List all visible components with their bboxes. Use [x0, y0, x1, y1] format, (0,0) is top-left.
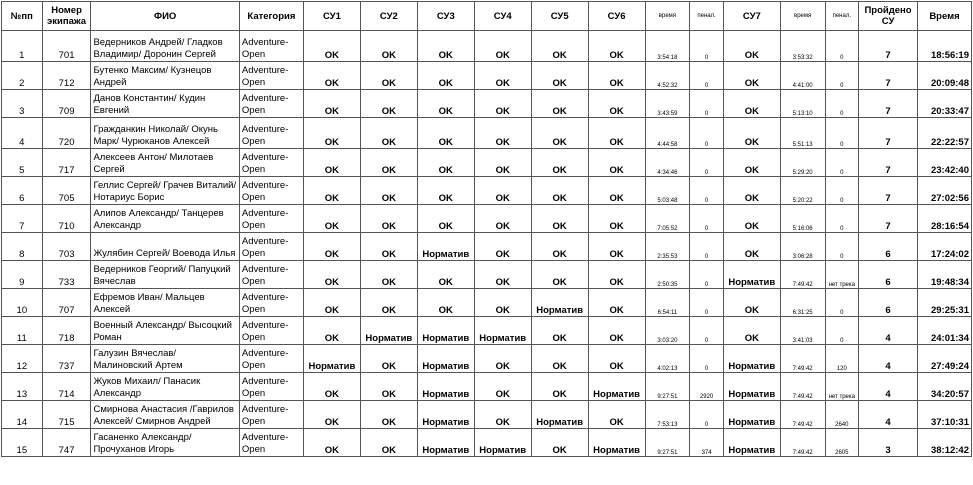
header-su2: СУ2 — [360, 2, 417, 31]
passed-count: 4 — [859, 401, 918, 429]
time-1: 4:34:46 — [645, 149, 690, 177]
su3-status: Норматив — [417, 345, 474, 373]
su6-status: Норматив — [588, 429, 645, 457]
row-number: 14 — [2, 401, 43, 429]
table-row — [2, 90, 972, 118]
crew-names: Гражданкин Николай/ Окунь Марк/ Чурюканов Алексей — [91, 118, 239, 149]
su3-status: Норматив — [417, 429, 474, 457]
total-time: 27:02:56 — [918, 177, 972, 205]
su1-status: OK — [303, 149, 360, 177]
passed-count: 4 — [859, 373, 918, 401]
passed-count: 7 — [859, 118, 918, 149]
su4-status: OK — [474, 261, 531, 289]
category: Adventure-Open — [239, 373, 303, 401]
header-fio: ФИО — [91, 2, 239, 31]
su6-status: Норматив — [588, 373, 645, 401]
penalty-1: 0 — [690, 62, 724, 90]
header-row — [2, 2, 972, 31]
su5-status: OK — [531, 233, 588, 261]
su4-status: OK — [474, 177, 531, 205]
su2-status: Норматив — [360, 317, 417, 345]
table-row — [2, 31, 972, 62]
time-1: 5:03:48 — [645, 177, 690, 205]
category: Adventure-Open — [239, 317, 303, 345]
passed-count: 6 — [859, 233, 918, 261]
time-1: 4:02:13 — [645, 345, 690, 373]
total-time: 20:09:48 — [918, 62, 972, 90]
su4-status: OK — [474, 373, 531, 401]
su3-status: OK — [417, 261, 474, 289]
time-2: 5:29:20 — [780, 149, 825, 177]
time-2: 5:13:10 — [780, 90, 825, 118]
penalty-2: 0 — [825, 317, 859, 345]
time-2: 7:49:42 — [780, 345, 825, 373]
results-table — [1, 1, 972, 457]
penalty-1: 0 — [690, 118, 724, 149]
penalty-2: 0 — [825, 233, 859, 261]
su2-status: OK — [360, 429, 417, 457]
crew-number: 720 — [42, 118, 91, 149]
table-row — [2, 429, 972, 457]
crew-names: Бутенко Максим/ Кузнецов Андрей — [91, 62, 239, 90]
table-row — [2, 401, 972, 429]
time-2: 6:31:25 — [780, 289, 825, 317]
header-time-1: время — [645, 2, 690, 31]
su5-status: OK — [531, 317, 588, 345]
su1-status: OK — [303, 401, 360, 429]
su1-status: OK — [303, 31, 360, 62]
su7-status: OK — [723, 289, 780, 317]
time-2: 3:53:32 — [780, 31, 825, 62]
su4-status: OK — [474, 401, 531, 429]
su4-status: OK — [474, 90, 531, 118]
penalty-1: 0 — [690, 317, 724, 345]
penalty-2: 0 — [825, 205, 859, 233]
crew-names: Алексеев Антон/ Милотаев Сергей — [91, 149, 239, 177]
penalty-2: 0 — [825, 62, 859, 90]
su2-status: OK — [360, 31, 417, 62]
su7-status: OK — [723, 90, 780, 118]
crew-number: 737 — [42, 345, 91, 373]
su4-status: OK — [474, 205, 531, 233]
su7-status: Норматив — [723, 429, 780, 457]
total-time: 23:42:40 — [918, 149, 972, 177]
su2-status: OK — [360, 289, 417, 317]
su7-status: Норматив — [723, 373, 780, 401]
su7-status: OK — [723, 233, 780, 261]
penalty-2: 0 — [825, 118, 859, 149]
penalty-1: 0 — [690, 233, 724, 261]
table-row — [2, 345, 972, 373]
crew-names: Геллис Сергей/ Грачев Виталий/ Нотариус Борис — [91, 177, 239, 205]
total-time: 17:24:02 — [918, 233, 972, 261]
time-2: 3:41:03 — [780, 317, 825, 345]
row-number: 2 — [2, 62, 43, 90]
su7-status: Норматив — [723, 345, 780, 373]
su2-status: OK — [360, 90, 417, 118]
su2-status: OK — [360, 233, 417, 261]
time-2: 5:20:22 — [780, 177, 825, 205]
su1-status: OK — [303, 205, 360, 233]
su5-status: OK — [531, 62, 588, 90]
penalty-1: 0 — [690, 345, 724, 373]
total-time: 38:12:42 — [918, 429, 972, 457]
su6-status: OK — [588, 205, 645, 233]
total-time: 18:56:19 — [918, 31, 972, 62]
su6-status: OK — [588, 31, 645, 62]
table-row — [2, 118, 972, 149]
su1-status: Норматив — [303, 345, 360, 373]
crew-names: Смирнова Анастасия /Гаврилов Алексей/ Смирнов Андрей — [91, 401, 239, 429]
category: Adventure-Open — [239, 62, 303, 90]
penalty-1: 0 — [690, 289, 724, 317]
total-time: 28:16:54 — [918, 205, 972, 233]
su1-status: OK — [303, 317, 360, 345]
su3-status: OK — [417, 90, 474, 118]
su5-status: OK — [531, 345, 588, 373]
penalty-1: 0 — [690, 261, 724, 289]
crew-number: 707 — [42, 289, 91, 317]
header-su5: СУ5 — [531, 2, 588, 31]
passed-count: 6 — [859, 261, 918, 289]
header-su6: СУ6 — [588, 2, 645, 31]
su2-status: OK — [360, 205, 417, 233]
row-number: 11 — [2, 317, 43, 345]
su7-status: OK — [723, 205, 780, 233]
passed-count: 7 — [859, 90, 918, 118]
category: Adventure-Open — [239, 205, 303, 233]
header-category: Категория — [239, 2, 303, 31]
table-row — [2, 373, 972, 401]
time-1: 2:50:35 — [645, 261, 690, 289]
su1-status: OK — [303, 62, 360, 90]
penalty-2: нет трека — [825, 373, 859, 401]
passed-count: 4 — [859, 345, 918, 373]
header-su7: СУ7 — [723, 2, 780, 31]
category: Adventure-Open — [239, 233, 303, 261]
row-number: 4 — [2, 118, 43, 149]
penalty-2: 0 — [825, 31, 859, 62]
su1-status: OK — [303, 90, 360, 118]
su6-status: OK — [588, 345, 645, 373]
su7-status: OK — [723, 177, 780, 205]
row-number: 5 — [2, 149, 43, 177]
time-2: 7:49:42 — [780, 429, 825, 457]
penalty-1: 374 — [690, 429, 724, 457]
header-npp: №пп — [2, 2, 43, 31]
time-1: 3:54:18 — [645, 31, 690, 62]
total-time: 34:20:57 — [918, 373, 972, 401]
header-passed: Пройдено СУ — [859, 2, 918, 31]
time-1: 7:53:13 — [645, 401, 690, 429]
time-2: 4:41:00 — [780, 62, 825, 90]
penalty-1: 0 — [690, 205, 724, 233]
su7-status: OK — [723, 149, 780, 177]
header-penalty-2: пенал. — [825, 2, 859, 31]
su6-status: OK — [588, 317, 645, 345]
table-row — [2, 149, 972, 177]
su7-status: Норматив — [723, 401, 780, 429]
crew-number: 718 — [42, 317, 91, 345]
su7-status: OK — [723, 118, 780, 149]
passed-count: 7 — [859, 62, 918, 90]
su5-status: OK — [531, 149, 588, 177]
su5-status: OK — [531, 205, 588, 233]
crew-names: Данов Константин/ Кудин Евгений — [91, 90, 239, 118]
su5-status: Норматив — [531, 289, 588, 317]
time-2: 5:51:13 — [780, 118, 825, 149]
su3-status: OK — [417, 62, 474, 90]
header-su4: СУ4 — [474, 2, 531, 31]
header-penalty-1: пенал. — [690, 2, 724, 31]
penalty-2: 0 — [825, 289, 859, 317]
row-number: 6 — [2, 177, 43, 205]
table-row — [2, 317, 972, 345]
su3-status: Норматив — [417, 233, 474, 261]
time-1: 4:52:32 — [645, 62, 690, 90]
penalty-2: нет трека — [825, 261, 859, 289]
time-2: 7:49:42 — [780, 401, 825, 429]
su2-status: OK — [360, 373, 417, 401]
time-2: 3:06:28 — [780, 233, 825, 261]
time-1: 3:03:20 — [645, 317, 690, 345]
su5-status: OK — [531, 177, 588, 205]
row-number: 7 — [2, 205, 43, 233]
passed-count: 7 — [859, 31, 918, 62]
su7-status: OK — [723, 62, 780, 90]
su2-status: OK — [360, 149, 417, 177]
category: Adventure-Open — [239, 401, 303, 429]
su4-status: OK — [474, 118, 531, 149]
penalty-1: 0 — [690, 149, 724, 177]
su3-status: Норматив — [417, 373, 474, 401]
time-1: 9:27:51 — [645, 429, 690, 457]
crew-names: Жуков Михаил/ Панасик Александр — [91, 373, 239, 401]
su6-status: OK — [588, 62, 645, 90]
time-2: 7:49:42 — [780, 373, 825, 401]
su1-status: OK — [303, 177, 360, 205]
su3-status: OK — [417, 31, 474, 62]
category: Adventure-Open — [239, 177, 303, 205]
crew-number: 717 — [42, 149, 91, 177]
category: Adventure-Open — [239, 90, 303, 118]
su6-status: OK — [588, 118, 645, 149]
su6-status: OK — [588, 289, 645, 317]
su1-status: OK — [303, 373, 360, 401]
su5-status: OK — [531, 373, 588, 401]
row-number: 13 — [2, 373, 43, 401]
su6-status: OK — [588, 261, 645, 289]
passed-count: 3 — [859, 429, 918, 457]
total-time: 29:25:31 — [918, 289, 972, 317]
su2-status: OK — [360, 345, 417, 373]
crew-number: 709 — [42, 90, 91, 118]
crew-number: 703 — [42, 233, 91, 261]
su2-status: OK — [360, 261, 417, 289]
penalty-1: 0 — [690, 31, 724, 62]
crew-number: 715 — [42, 401, 91, 429]
header-su1: СУ1 — [303, 2, 360, 31]
su5-status: OK — [531, 31, 588, 62]
time-1: 6:54:11 — [645, 289, 690, 317]
su6-status: OK — [588, 177, 645, 205]
passed-count: 7 — [859, 149, 918, 177]
row-number: 8 — [2, 233, 43, 261]
crew-names: Ведерников Георгий/ Папуцкий Вячеслав — [91, 261, 239, 289]
su1-status: OK — [303, 233, 360, 261]
su1-status: OK — [303, 429, 360, 457]
su6-status: OK — [588, 401, 645, 429]
crew-number: 747 — [42, 429, 91, 457]
row-number: 1 — [2, 31, 43, 62]
penalty-2: 120 — [825, 345, 859, 373]
penalty-2: 0 — [825, 177, 859, 205]
table-row — [2, 233, 972, 261]
category: Adventure-Open — [239, 261, 303, 289]
time-2: 7:49:42 — [780, 261, 825, 289]
penalty-2: 0 — [825, 90, 859, 118]
header-su3: СУ3 — [417, 2, 474, 31]
crew-number: 714 — [42, 373, 91, 401]
category: Adventure-Open — [239, 345, 303, 373]
su7-status: OK — [723, 31, 780, 62]
su5-status: OK — [531, 261, 588, 289]
time-1: 9:27:51 — [645, 373, 690, 401]
crew-names: Военный Александр/ Высоцкий Роман — [91, 317, 239, 345]
crew-number: 710 — [42, 205, 91, 233]
su7-status: OK — [723, 317, 780, 345]
crew-names: Гасаненко Александр/ Прочуханов Игорь — [91, 429, 239, 457]
su4-status: OK — [474, 149, 531, 177]
header-time-2: время — [780, 2, 825, 31]
total-time: 37:10:31 — [918, 401, 972, 429]
penalty-2: 2605 — [825, 429, 859, 457]
row-number: 3 — [2, 90, 43, 118]
total-time: 19:48:34 — [918, 261, 972, 289]
su7-status: Норматив — [723, 261, 780, 289]
passed-count: 4 — [859, 317, 918, 345]
category: Adventure-Open — [239, 429, 303, 457]
su1-status: OK — [303, 118, 360, 149]
su1-status: OK — [303, 289, 360, 317]
row-number: 10 — [2, 289, 43, 317]
total-time: 20:33:47 — [918, 90, 972, 118]
crew-names: Ведерников Андрей/ Гладков Владимир/ Доронин Сергей — [91, 31, 239, 62]
su6-status: OK — [588, 149, 645, 177]
time-1: 2:35:53 — [645, 233, 690, 261]
row-number: 9 — [2, 261, 43, 289]
su4-status: OK — [474, 345, 531, 373]
penalty-1: 0 — [690, 90, 724, 118]
table-row — [2, 289, 972, 317]
su4-status: OK — [474, 289, 531, 317]
table-row — [2, 205, 972, 233]
penalty-1: 0 — [690, 177, 724, 205]
passed-count: 7 — [859, 205, 918, 233]
su2-status: OK — [360, 62, 417, 90]
header-total: Время — [918, 2, 972, 31]
crew-names: Жулябин Сергей/ Воевода Илья — [91, 233, 239, 261]
crew-number: 712 — [42, 62, 91, 90]
category: Adventure-Open — [239, 31, 303, 62]
su2-status: OK — [360, 177, 417, 205]
results-body — [2, 31, 972, 457]
su2-status: OK — [360, 401, 417, 429]
su3-status: Норматив — [417, 317, 474, 345]
su4-status: Норматив — [474, 317, 531, 345]
row-number: 15 — [2, 429, 43, 457]
table-row — [2, 177, 972, 205]
su6-status: OK — [588, 90, 645, 118]
crew-names: Алипов Александр/ Танцерев Александр — [91, 205, 239, 233]
su4-status: OK — [474, 62, 531, 90]
su4-status: Норматив — [474, 429, 531, 457]
crew-number: 733 — [42, 261, 91, 289]
su3-status: OK — [417, 177, 474, 205]
passed-count: 6 — [859, 289, 918, 317]
total-time: 22:22:57 — [918, 118, 972, 149]
su3-status: OK — [417, 118, 474, 149]
time-1: 3:43:59 — [645, 90, 690, 118]
penalty-1: 2920 — [690, 373, 724, 401]
time-1: 4:44:58 — [645, 118, 690, 149]
crew-number: 705 — [42, 177, 91, 205]
category: Adventure-Open — [239, 289, 303, 317]
time-1: 7:05:52 — [645, 205, 690, 233]
crew-names: Галузин Вячеслав/ Малиновский Артем — [91, 345, 239, 373]
table-row — [2, 62, 972, 90]
crew-number: 701 — [42, 31, 91, 62]
su5-status: OK — [531, 90, 588, 118]
total-time: 27:49:24 — [918, 345, 972, 373]
penalty-2: 0 — [825, 149, 859, 177]
su2-status: OK — [360, 118, 417, 149]
category: Adventure-Open — [239, 118, 303, 149]
su5-status: Норматив — [531, 401, 588, 429]
su1-status: OK — [303, 261, 360, 289]
su3-status: OK — [417, 149, 474, 177]
passed-count: 7 — [859, 177, 918, 205]
penalty-2: 2640 — [825, 401, 859, 429]
header-crew: Номер экипажа — [42, 2, 91, 31]
su3-status: OK — [417, 289, 474, 317]
time-2: 5:16:06 — [780, 205, 825, 233]
category: Adventure-Open — [239, 149, 303, 177]
table-row — [2, 261, 972, 289]
row-number: 12 — [2, 345, 43, 373]
su6-status: OK — [588, 233, 645, 261]
su3-status: OK — [417, 205, 474, 233]
su4-status: OK — [474, 31, 531, 62]
crew-names: Ефремов Иван/ Мальцев Алексей — [91, 289, 239, 317]
penalty-1: 0 — [690, 401, 724, 429]
su3-status: Норматив — [417, 401, 474, 429]
total-time: 24:01:34 — [918, 317, 972, 345]
su4-status: OK — [474, 233, 531, 261]
su5-status: OK — [531, 118, 588, 149]
su5-status: OK — [531, 429, 588, 457]
